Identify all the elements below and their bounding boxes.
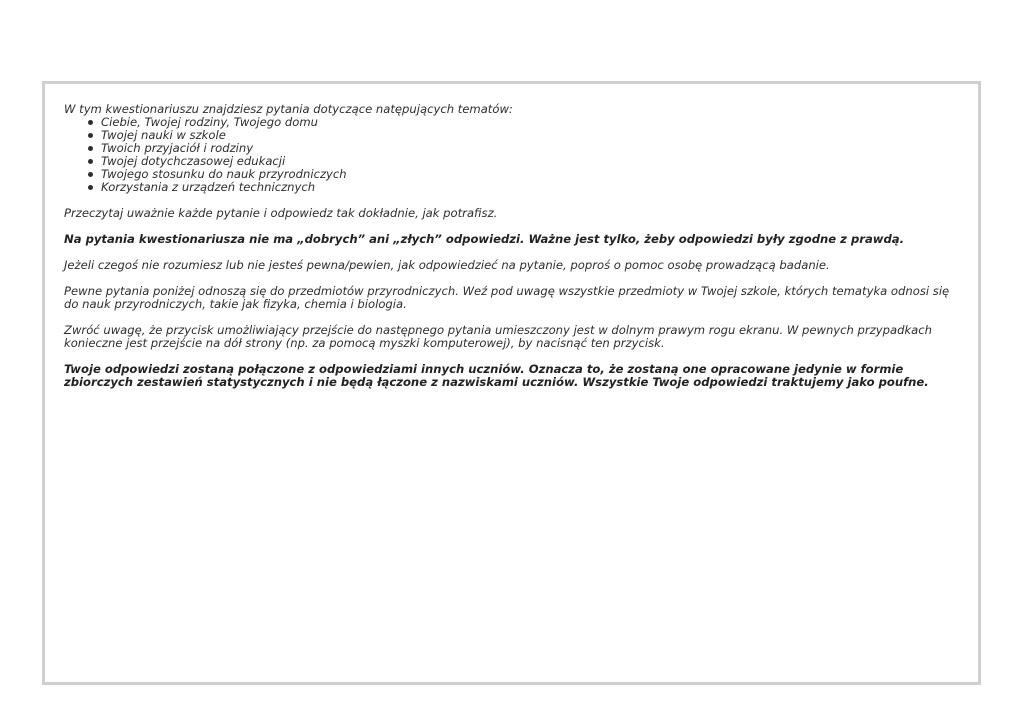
read-carefully-text: Przeczytaj uważnie każde pytanie i odpowiedz tak dokładnie, jak potrafisz. bbox=[64, 206, 498, 220]
instructions-panel bbox=[42, 81, 981, 685]
intro-text: W tym kwestionariuszu znajdziesz pytania dotyczące natępujących tematów: bbox=[64, 102, 513, 116]
ask-for-help-text: Jeżeli czegoś nie rozumiesz lub nie jesteś pewna/pewien, jak odpowiedzieć na pytanie, poproś o pomoc osobę prowadzącą badanie. bbox=[64, 258, 830, 272]
topic-item: Twoich przyjaciół i rodziny bbox=[101, 142, 952, 155]
topic-item: Twojego stosunku do nauk przyrodniczych bbox=[101, 168, 952, 181]
science-subjects-text: Pewne pytania poniżej odnoszą się do przedmiotów przyrodniczych. Weź pod uwagę wszystkie przedmioty w Twojej szkole, których tematyka odnosi się do nauk przyrodniczych, takie jak fizyka, chemia i biologia. bbox=[64, 284, 950, 311]
topic-item: Twojej dotychczasowej edukacji bbox=[101, 155, 952, 168]
instructions-content bbox=[64, 103, 952, 389]
topic-item: Korzystania z urządzeń technicznych bbox=[101, 181, 952, 194]
topic-item: Twojej nauki w szkole bbox=[101, 129, 952, 142]
topic-item: Ciebie, Twojej rodziny, Twojego domu bbox=[101, 116, 952, 129]
topics-list bbox=[64, 116, 952, 194]
confidentiality-text: Twoje odpowiedzi zostaną połączone z odpowiedziami innych uczniów. Oznacza to, że zostaną one opracowane jedynie w formie zbiorczych zestawień statystycznych i nie będą łączone z nazwiskami uczniów. Wszystkie Twoje odpowiedzi traktujemy jako poufne. bbox=[64, 362, 929, 389]
next-button-note-text: Zwróć uwagę, że przycisk umożliwiający przejście do następnego pytania umieszczony jest w dolnym prawym rogu ekranu. W pewnych przypadkach konieczne jest przejście na dół strony (np. za pomocą myszki komputerowej), by nacisnąć ten przycisk. bbox=[64, 323, 932, 350]
no-right-answers-text: Na pytania kwestionariusza nie ma „dobrych” ani „złych” odpowiedzi. Ważne jest tylko, żeby odpowiedzi były zgodne z prawdą. bbox=[64, 232, 905, 246]
